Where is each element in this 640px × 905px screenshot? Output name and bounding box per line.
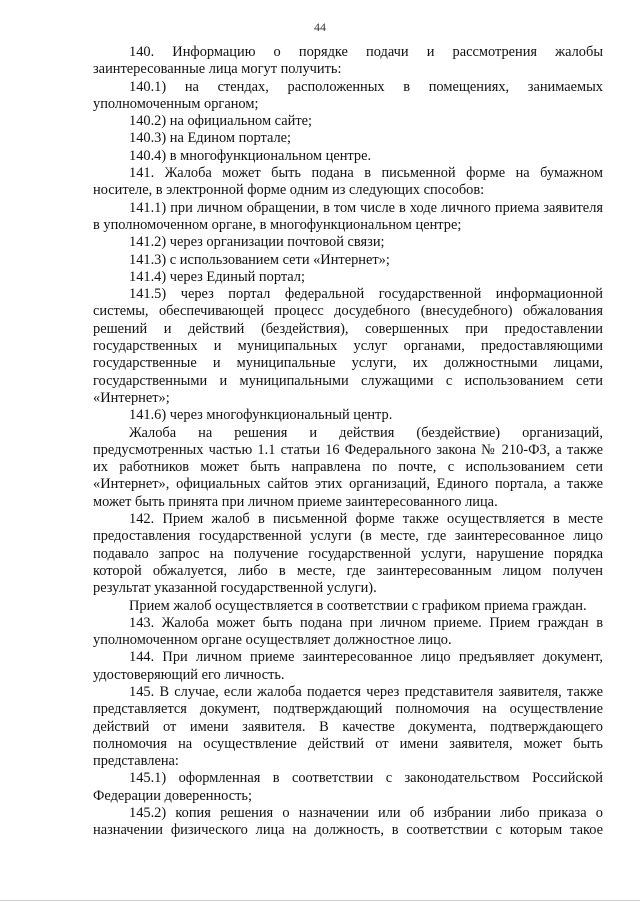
paragraph: Прием жалоб осуществляется в соответствии с графиком приема граждан.: [129, 597, 587, 614]
paragraph: 141. Жалоба может быть подана в письменной форме на бумажном носителе, в электронной форме одним из следующих способов:: [93, 165, 603, 199]
paragraph: 141.1) при личном обращении, в том числе в ходе личного приема заявителя в уполномоченном органе, в многофункциональном центре;: [93, 199, 603, 233]
paragraph: 140.2) на официальном сайте;: [129, 113, 312, 130]
paragraph: 145. В случае, если жалоба подается через представителя заявителя, также представляется документ, подтверждающий полномочия на осуществление действий от имени заявителя. В качестве документа, подтверждающего полномочия на осуществление действий от имени заявителя, может быть представлена:: [93, 683, 603, 770]
paragraph: 145.2) копия решения о назначении или об избрании либо приказа о назначении физического лица на должность, в соответствии с которым такое: [93, 805, 603, 839]
paragraph: 144. При личном приеме заинтересованное лицо предъявляет документ, удостоверяющий его личность.: [93, 649, 603, 683]
paragraph: 140. Информацию о порядке подачи и рассмотрения жалобы заинтересованные лица могут получить:: [93, 44, 603, 78]
paragraph: 141.2) через организации почтовой связи;: [129, 234, 385, 251]
paragraph: 142. Прием жалоб в письменной форме также осуществляется в месте предоставления государственной услуги (в месте, где заинтересованное лицо подавало запрос на получение государственной услуги, нарушение порядка которой обжалуется, либо в месте, где заинтересованным лицом получен результат указанной государственной услуги).: [93, 511, 603, 597]
body-text: [93, 44, 603, 840]
paragraph: 141.5) через портал федеральной государственной информационной системы, обеспечивающей процесс досудебного (внесудебного) обжалования решений и действий (бездействия), совершенных при предоставлении государственных и муниципальных услуг органами, предоставляющими государственные и муниципальные услуги, их должностными лицами, государственными и муниципальными служащими с использованием сети «Интернет»;: [93, 286, 603, 406]
paragraph: Жалоба на решения и действия (бездействие) организаций, предусмотренных частью 1.1 статьи 16 Федерального закона № 210-ФЗ, а также их работников может быть направлена по почте, с использованием сети «Интернет», официальных сайтов этих организаций, Единого портала, а также может быть принята при личном приеме заинтересованного лица.: [93, 424, 603, 510]
paragraph: 141.3) с использованием сети «Интернет»;: [129, 251, 390, 268]
paragraph: 140.3) на Едином портале;: [129, 130, 292, 147]
page-number: 44: [314, 20, 326, 34]
paragraph: 143. Жалоба может быть подана при личном приеме. Прием граждан в уполномоченном органе осуществляет должностное лицо.: [93, 614, 603, 649]
page-bottom-edge: [0, 900, 640, 901]
paragraph: 141.4) через Единый портал;: [129, 268, 305, 285]
paragraph: 141.6) через многофункциональный центр.: [129, 407, 393, 424]
paragraph: 145.1) оформленная в соответствии с законодательством Российской Федерации доверенность;: [93, 770, 603, 804]
paragraph: 140.4) в многофункциональном центре.: [129, 147, 372, 164]
paragraph: 140.1) на стендах, расположенных в помещениях, занимаемых уполномоченным органом;: [93, 78, 603, 112]
